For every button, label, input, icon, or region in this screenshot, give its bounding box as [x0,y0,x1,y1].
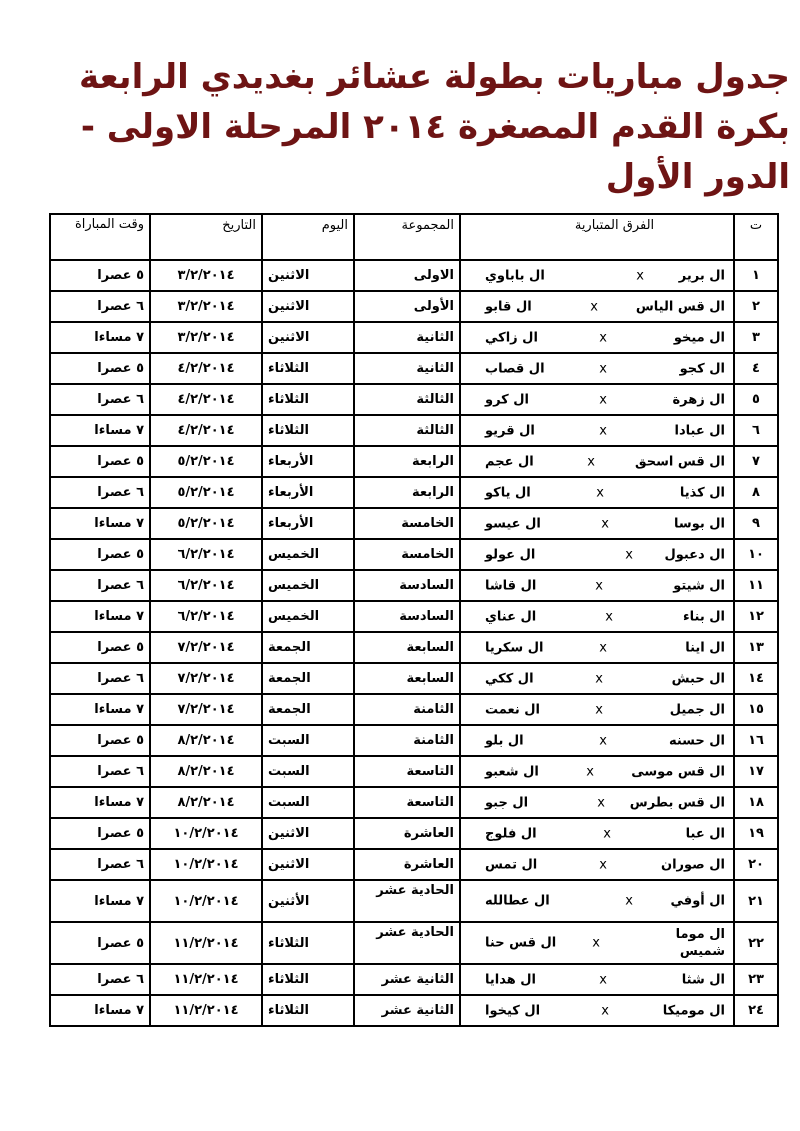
group-cell: العاشرة [354,849,460,880]
team-away: ال قصاب [485,361,545,376]
header-day: اليوم [262,214,354,260]
date-cell: ١٠/٢/٢٠١٤ [150,880,262,922]
time-cell: ٧ مساءا [50,601,150,632]
table-row [50,477,778,508]
team-home: ال كذيا [679,485,725,500]
group-cell: الرابعة [354,446,460,477]
teams-cell [460,725,734,756]
team-away: ال عطالله [485,893,550,909]
team-away: ال جبو [485,795,529,810]
team-home: ال اينا [685,640,725,655]
team-away: ال هدايا [485,972,537,987]
versus-mark: x [599,361,607,376]
date-cell: ١١/٢/٢٠١٤ [150,922,262,964]
date-cell: ٣/٢/٢٠١٤ [150,260,262,291]
versus-mark: x [599,972,607,987]
team-away: ال عجم [485,454,534,469]
team-home: ال موما شميس [675,927,725,959]
team-home: ال أوفي [670,893,725,909]
teams-cell [460,694,734,725]
day-cell: الأربعاء [262,446,354,477]
team-home: ال حسنه [668,733,725,748]
table-header-row [50,214,778,260]
team-away: ال عيسو [485,516,541,531]
date-cell: ٧/٢/٢٠١٤ [150,694,262,725]
date-cell: ١١/٢/٢٠١٤ [150,995,262,1026]
day-cell: الجمعة [262,632,354,663]
date-cell: ١٠/٢/٢٠١٤ [150,849,262,880]
time-cell: ٥ عصرا [50,446,150,477]
row-number: ١٦ [734,725,778,756]
time-cell: ٦ عصرا [50,477,150,508]
group-cell: السادسة [354,601,460,632]
teams-cell [460,477,734,508]
table-row [50,694,778,725]
team-home: ال كجو [679,361,725,376]
table-row [50,601,778,632]
teams-cell [460,849,734,880]
row-number: ١٥ [734,694,778,725]
table-row [50,415,778,446]
row-number: ١١ [734,570,778,601]
time-cell: ٦ عصرا [50,756,150,787]
time-cell: ٥ عصرا [50,260,150,291]
teams-cell [460,415,734,446]
row-number: ١٩ [734,818,778,849]
date-cell: ٥/٢/٢٠١٤ [150,508,262,539]
group-cell: الثالثة [354,415,460,446]
row-number: ٢٤ [734,995,778,1026]
time-cell: ٧ مساءا [50,787,150,818]
versus-mark: x [595,578,603,593]
versus-mark: x [625,893,633,909]
group-cell: السابعة [354,632,460,663]
team-away: ال ياكو [485,485,531,500]
versus-mark: x [587,454,595,469]
versus-mark: x [605,609,613,624]
time-cell: ٦ عصرا [50,663,150,694]
group-cell: التاسعة [354,756,460,787]
team-home: ال حبش [671,671,725,686]
teams-cell [460,922,734,964]
team-away: ال سكريا [485,640,544,655]
group-cell: الأولى [354,291,460,322]
team-away: ال قاشا [485,578,537,593]
team-home: ال شثا [681,972,725,987]
day-cell: الجمعة [262,663,354,694]
row-number: ٣ [734,322,778,353]
day-cell: الثلاثاء [262,415,354,446]
team-away: ال عناي [485,609,537,624]
versus-mark: x [599,423,607,438]
day-cell: السبت [262,787,354,818]
row-number: ١٧ [734,756,778,787]
day-cell: الاثنين [262,260,354,291]
team-away: ال كرو [485,392,529,407]
day-cell: الأربعاء [262,477,354,508]
team-home: ال قس موسى [631,764,725,779]
date-cell: ١٠/٢/٢٠١٤ [150,818,262,849]
team-away: ال تمس [485,857,538,872]
table-row [50,663,778,694]
table-row [50,508,778,539]
versus-mark: x [592,935,600,951]
time-cell: ٥ عصرا [50,353,150,384]
team-home: ال قس اسحق [634,454,725,469]
date-cell: ٧/٢/٢٠١٤ [150,632,262,663]
day-cell: الثلاثاء [262,353,354,384]
time-cell: ٥ عصرا [50,725,150,756]
table-row [50,291,778,322]
team-home: ال بوسا [674,516,725,531]
date-cell: ٣/٢/٢٠١٤ [150,322,262,353]
time-cell: ٥ عصرا [50,632,150,663]
day-cell: الثلاثاء [262,384,354,415]
team-home: ال قس بطرس [629,795,725,810]
teams-cell [460,322,734,353]
row-number: ٢ [734,291,778,322]
table-row [50,880,778,922]
group-cell: الثامنة [354,725,460,756]
time-cell: ٧ مساءا [50,995,150,1026]
day-cell: الثلاثاء [262,922,354,964]
versus-mark: x [597,795,605,810]
group-cell: الحادية عشر [354,922,460,964]
date-cell: ٤/٢/٢٠١٤ [150,415,262,446]
team-away: ال قريو [485,423,535,438]
date-cell: ٦/٢/٢٠١٤ [150,570,262,601]
row-number: ١٠ [734,539,778,570]
versus-mark: x [599,640,607,655]
day-cell: الاثنين [262,849,354,880]
group-cell: السادسة [354,570,460,601]
date-cell: ٧/٢/٢٠١٤ [150,663,262,694]
group-cell: الرابعة [354,477,460,508]
teams-cell [460,508,734,539]
teams-cell [460,353,734,384]
day-cell: الاثنين [262,322,354,353]
table-row [50,322,778,353]
date-cell: ٨/٢/٢٠١٤ [150,725,262,756]
time-cell: ٧ مساءا [50,508,150,539]
page-title: جدول مباريات بطولة عشائر بغديدي الرابعة بكرة القدم المصغرة ٢٠١٤ المرحلة الاولى - الدور الأول [79,57,790,197]
row-number: ١٣ [734,632,778,663]
teams-cell [460,260,734,291]
group-cell: الحادية عشر [354,880,460,922]
teams-cell [460,663,734,694]
group-cell: الثانية عشر [354,995,460,1026]
row-number: ٢٢ [734,922,778,964]
time-cell: ٦ عصرا [50,570,150,601]
day-cell: السبت [262,756,354,787]
day-cell: السبت [262,725,354,756]
row-number: ٢١ [734,880,778,922]
header-date: التاريخ [150,214,262,260]
row-number: ٢٣ [734,964,778,995]
versus-mark: x [595,702,603,717]
team-home: ال صوران [660,857,725,872]
table-row [50,756,778,787]
table-row [50,446,778,477]
schedule-table [49,213,779,1027]
teams-cell [460,995,734,1026]
table-row [50,818,778,849]
row-number: ٤ [734,353,778,384]
time-cell: ٦ عصرا [50,849,150,880]
table-row [50,539,778,570]
table-row [50,922,778,964]
group-cell: الخامسة [354,508,460,539]
teams-cell [460,632,734,663]
time-cell: ٥ عصرا [50,539,150,570]
team-away: ال زاكي [485,330,538,345]
date-cell: ٤/٢/٢٠١٤ [150,384,262,415]
day-cell: الخميس [262,539,354,570]
team-home: ال عبا [685,826,725,841]
day-cell: الجمعة [262,694,354,725]
team-home: ال شيتو [673,578,725,593]
table-row [50,725,778,756]
header-time: وقت المباراة [50,214,150,260]
date-cell: ٨/٢/٢٠١٤ [150,787,262,818]
versus-mark: x [601,516,609,531]
table-row [50,384,778,415]
group-cell: الثامنة [354,694,460,725]
versus-mark: x [599,330,607,345]
group-cell: التاسعة [354,787,460,818]
day-cell: الاثنين [262,291,354,322]
time-cell: ٧ مساءا [50,694,150,725]
time-cell: ٦ عصرا [50,291,150,322]
team-away: ال باباوي [485,268,545,283]
teams-cell [460,964,734,995]
team-home: ال عبادا [674,423,725,438]
team-home: ال برير [678,268,725,283]
teams-cell [460,384,734,415]
table-row [50,353,778,384]
day-cell: الأربعاء [262,508,354,539]
row-number: ٦ [734,415,778,446]
time-cell: ٥ عصرا [50,922,150,964]
row-number: ٨ [734,477,778,508]
time-cell: ٧ مساءا [50,415,150,446]
versus-mark: x [586,764,594,779]
teams-cell [460,818,734,849]
table-row [50,849,778,880]
table-row [50,260,778,291]
teams-cell [460,787,734,818]
teams-cell [460,756,734,787]
versus-mark: x [636,268,644,283]
versus-mark: x [601,1003,609,1018]
versus-mark: x [599,733,607,748]
versus-mark: x [596,485,604,500]
row-number: ١٨ [734,787,778,818]
team-away: ال شعبو [485,764,539,779]
team-away: ال فلوج [485,826,537,841]
team-home: ال مومیکا [662,1003,725,1018]
team-home: ال جميل [669,702,725,717]
time-cell: ٧ مساءا [50,880,150,922]
versus-mark: x [625,547,633,562]
versus-mark: x [599,857,607,872]
header-teams: الفرق المتبارية [460,214,734,260]
teams-cell [460,570,734,601]
date-cell: ٥/٢/٢٠١٤ [150,446,262,477]
day-cell: الأثنين [262,880,354,922]
time-cell: ٦ عصرا [50,384,150,415]
day-cell: الثلاثاء [262,964,354,995]
date-cell: ٤/٢/٢٠١٤ [150,353,262,384]
group-cell: الثانية [354,322,460,353]
row-number: ١٤ [734,663,778,694]
table-row [50,995,778,1026]
table-row [50,787,778,818]
date-cell: ٨/٢/٢٠١٤ [150,756,262,787]
versus-mark: x [595,671,603,686]
time-cell: ٦ عصرا [50,964,150,995]
versus-mark: x [603,826,611,841]
team-home: ال زهرة [672,392,725,407]
day-cell: الثلاثاء [262,995,354,1026]
table-row [50,632,778,663]
team-home: ال قس الياس [635,299,725,314]
row-number: ١ [734,260,778,291]
day-cell: الخميس [262,601,354,632]
date-cell: ٣/٢/٢٠١٤ [150,291,262,322]
table-row [50,570,778,601]
team-away: ال قابو [485,299,532,314]
row-number: ١٢ [734,601,778,632]
group-cell: العاشرة [354,818,460,849]
team-away: ال قس حنا [485,935,557,951]
team-away: ال بلو [485,733,524,748]
teams-cell [460,601,734,632]
group-cell: الثانية عشر [354,964,460,995]
header-number: ت [734,214,778,260]
team-home: ال بناء [683,609,725,624]
header-group: المجموعة [354,214,460,260]
group-cell: الخامسة [354,539,460,570]
time-cell: ٧ مساءا [50,322,150,353]
group-cell: الثانية [354,353,460,384]
teams-cell [460,539,734,570]
group-cell: الاولى [354,260,460,291]
group-cell: السابعة [354,663,460,694]
versus-mark: x [590,299,598,314]
date-cell: ١١/٢/٢٠١٤ [150,964,262,995]
date-cell: ٦/٢/٢٠١٤ [150,539,262,570]
row-number: ٩ [734,508,778,539]
teams-cell [460,291,734,322]
date-cell: ٦/٢/٢٠١٤ [150,601,262,632]
versus-mark: x [599,392,607,407]
date-cell: ٥/٢/٢٠١٤ [150,477,262,508]
row-number: ٥ [734,384,778,415]
teams-cell [460,880,734,922]
row-number: ٧ [734,446,778,477]
teams-cell [460,446,734,477]
table-row [50,964,778,995]
row-number: ٢٠ [734,849,778,880]
team-away: ال كيخوا [485,1003,541,1018]
group-cell: الثالثة [354,384,460,415]
day-cell: الخميس [262,570,354,601]
team-away: ال عولو [485,547,536,562]
team-away: ال نعمت [485,702,540,717]
team-home: ال ميخو [673,330,725,345]
team-away: ال ككي [485,671,534,686]
time-cell: ٥ عصرا [50,818,150,849]
team-home: ال دعبول [664,547,725,562]
day-cell: الاثنين [262,818,354,849]
